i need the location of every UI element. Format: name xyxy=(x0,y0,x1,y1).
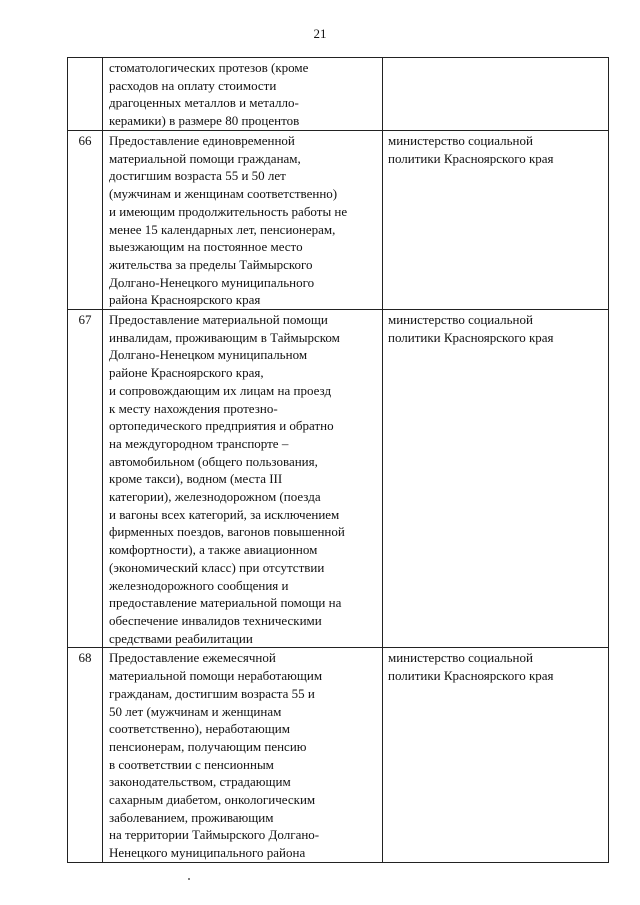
description-line: достигшим возраста 55 и 50 лет xyxy=(109,168,286,184)
description-line: железнодорожного сообщения и xyxy=(109,577,289,593)
responsible-line: министерство социальной xyxy=(388,312,533,328)
description-line: заболеванием, проживающим xyxy=(109,809,274,825)
description-line: и имеющим продолжительность работы не xyxy=(109,203,348,219)
description-line: жительства за пределы Таймырского xyxy=(109,256,313,272)
description-line: предоставление материальной помощи на xyxy=(109,595,342,611)
description-line: на территории Таймырского Долгано- xyxy=(109,827,320,843)
description-line: обеспечение инвалидов техническими xyxy=(109,612,322,628)
description-line: гражданам, достигшим возраста 55 и xyxy=(109,685,315,701)
description-line: Предоставление материальной помощи xyxy=(109,312,328,328)
description-line: менее 15 календарных лет, пенсионерам, xyxy=(109,221,336,237)
description-line: (мужчинам и женщинам соответственно) xyxy=(109,186,338,202)
description-line: законодательством, страдающим xyxy=(109,774,291,790)
description-line: комфортности), а также авиационном xyxy=(109,542,318,558)
description-line: инвалидам, проживающим в Таймырском xyxy=(109,329,340,345)
description-line: ортопедического предприятия и обратно xyxy=(109,418,334,434)
table-row xyxy=(68,58,609,131)
row-number: 66 xyxy=(68,131,103,310)
description-line: пенсионерам, получающим пенсию xyxy=(109,738,307,754)
responsible-line: политики Красноярского края xyxy=(388,329,554,345)
responsible-line: политики Красноярского края xyxy=(388,150,554,166)
row-number xyxy=(68,58,103,131)
responsible-line: политики Красноярского края xyxy=(388,668,554,684)
services-table xyxy=(67,57,609,863)
row-description xyxy=(103,131,383,310)
description-line: фирменных поездов, вагонов повышенной xyxy=(109,524,345,540)
table-row xyxy=(68,131,609,310)
row-description xyxy=(103,310,383,648)
row-responsible-body xyxy=(383,648,609,862)
description-line: расходов на оплату стоимости xyxy=(109,77,277,93)
row-number: 67 xyxy=(68,310,103,648)
description-line: автомобильном (общего пользования, xyxy=(109,453,318,469)
description-line: кроме такси), водном (места III xyxy=(109,471,283,487)
description-line: материальной помощи неработающим xyxy=(109,668,323,684)
description-line: драгоценных металлов и металло- xyxy=(109,95,299,111)
description-line: 50 лет (мужчинам и женщинам xyxy=(109,703,282,719)
description-line: соответственно), неработающим xyxy=(109,721,290,737)
description-line: в соответствии с пенсионным xyxy=(109,756,274,772)
row-responsible-body xyxy=(383,58,609,131)
row-responsible-body xyxy=(383,131,609,310)
description-line: на междугородном транспорте – xyxy=(109,435,289,451)
row-description xyxy=(103,58,383,131)
description-line: района Красноярского края xyxy=(109,292,261,308)
description-line: керамики) в размере 80 процентов xyxy=(109,113,300,129)
description-line: сахарным диабетом, онкологическим xyxy=(109,792,316,808)
description-line: выезжающим на постоянное место xyxy=(109,239,303,255)
responsible-line: министерство социальной xyxy=(388,133,533,148)
responsible-line: министерство социальной xyxy=(388,650,533,666)
row-responsible-body xyxy=(383,310,609,648)
description-line: категории), железнодорожном (поезда xyxy=(109,489,321,505)
table-row xyxy=(68,648,609,862)
row-number: 68 xyxy=(68,648,103,862)
description-line: (экономический класс) при отсутствии xyxy=(109,559,325,575)
description-line: материальной помощи гражданам, xyxy=(109,150,301,166)
description-line: к месту нахождения протезно- xyxy=(109,400,278,416)
table-row xyxy=(68,310,609,648)
description-line: Долгано-Ненецком муниципальном xyxy=(109,347,308,363)
page-number: 21 xyxy=(313,26,327,41)
description-line: районе Красноярского края, xyxy=(109,365,264,381)
description-line: Долгано-Ненецкого муниципального xyxy=(109,274,315,290)
table-body xyxy=(68,58,609,863)
row-description xyxy=(103,648,383,862)
description-line: Ненецкого муниципального района xyxy=(109,845,306,861)
description-line: и вагоны всех категорий, за исключением xyxy=(109,506,340,522)
description-line: стоматологических протезов (кроме xyxy=(109,60,309,75)
description-line: средствами реабилитации xyxy=(109,630,253,646)
description-line: Предоставление ежемесячной xyxy=(109,650,276,666)
description-line: и сопровождающим их лицам на проезд xyxy=(109,382,332,398)
scan-speck xyxy=(188,878,190,880)
description-line: Предоставление единовременной xyxy=(109,133,295,148)
